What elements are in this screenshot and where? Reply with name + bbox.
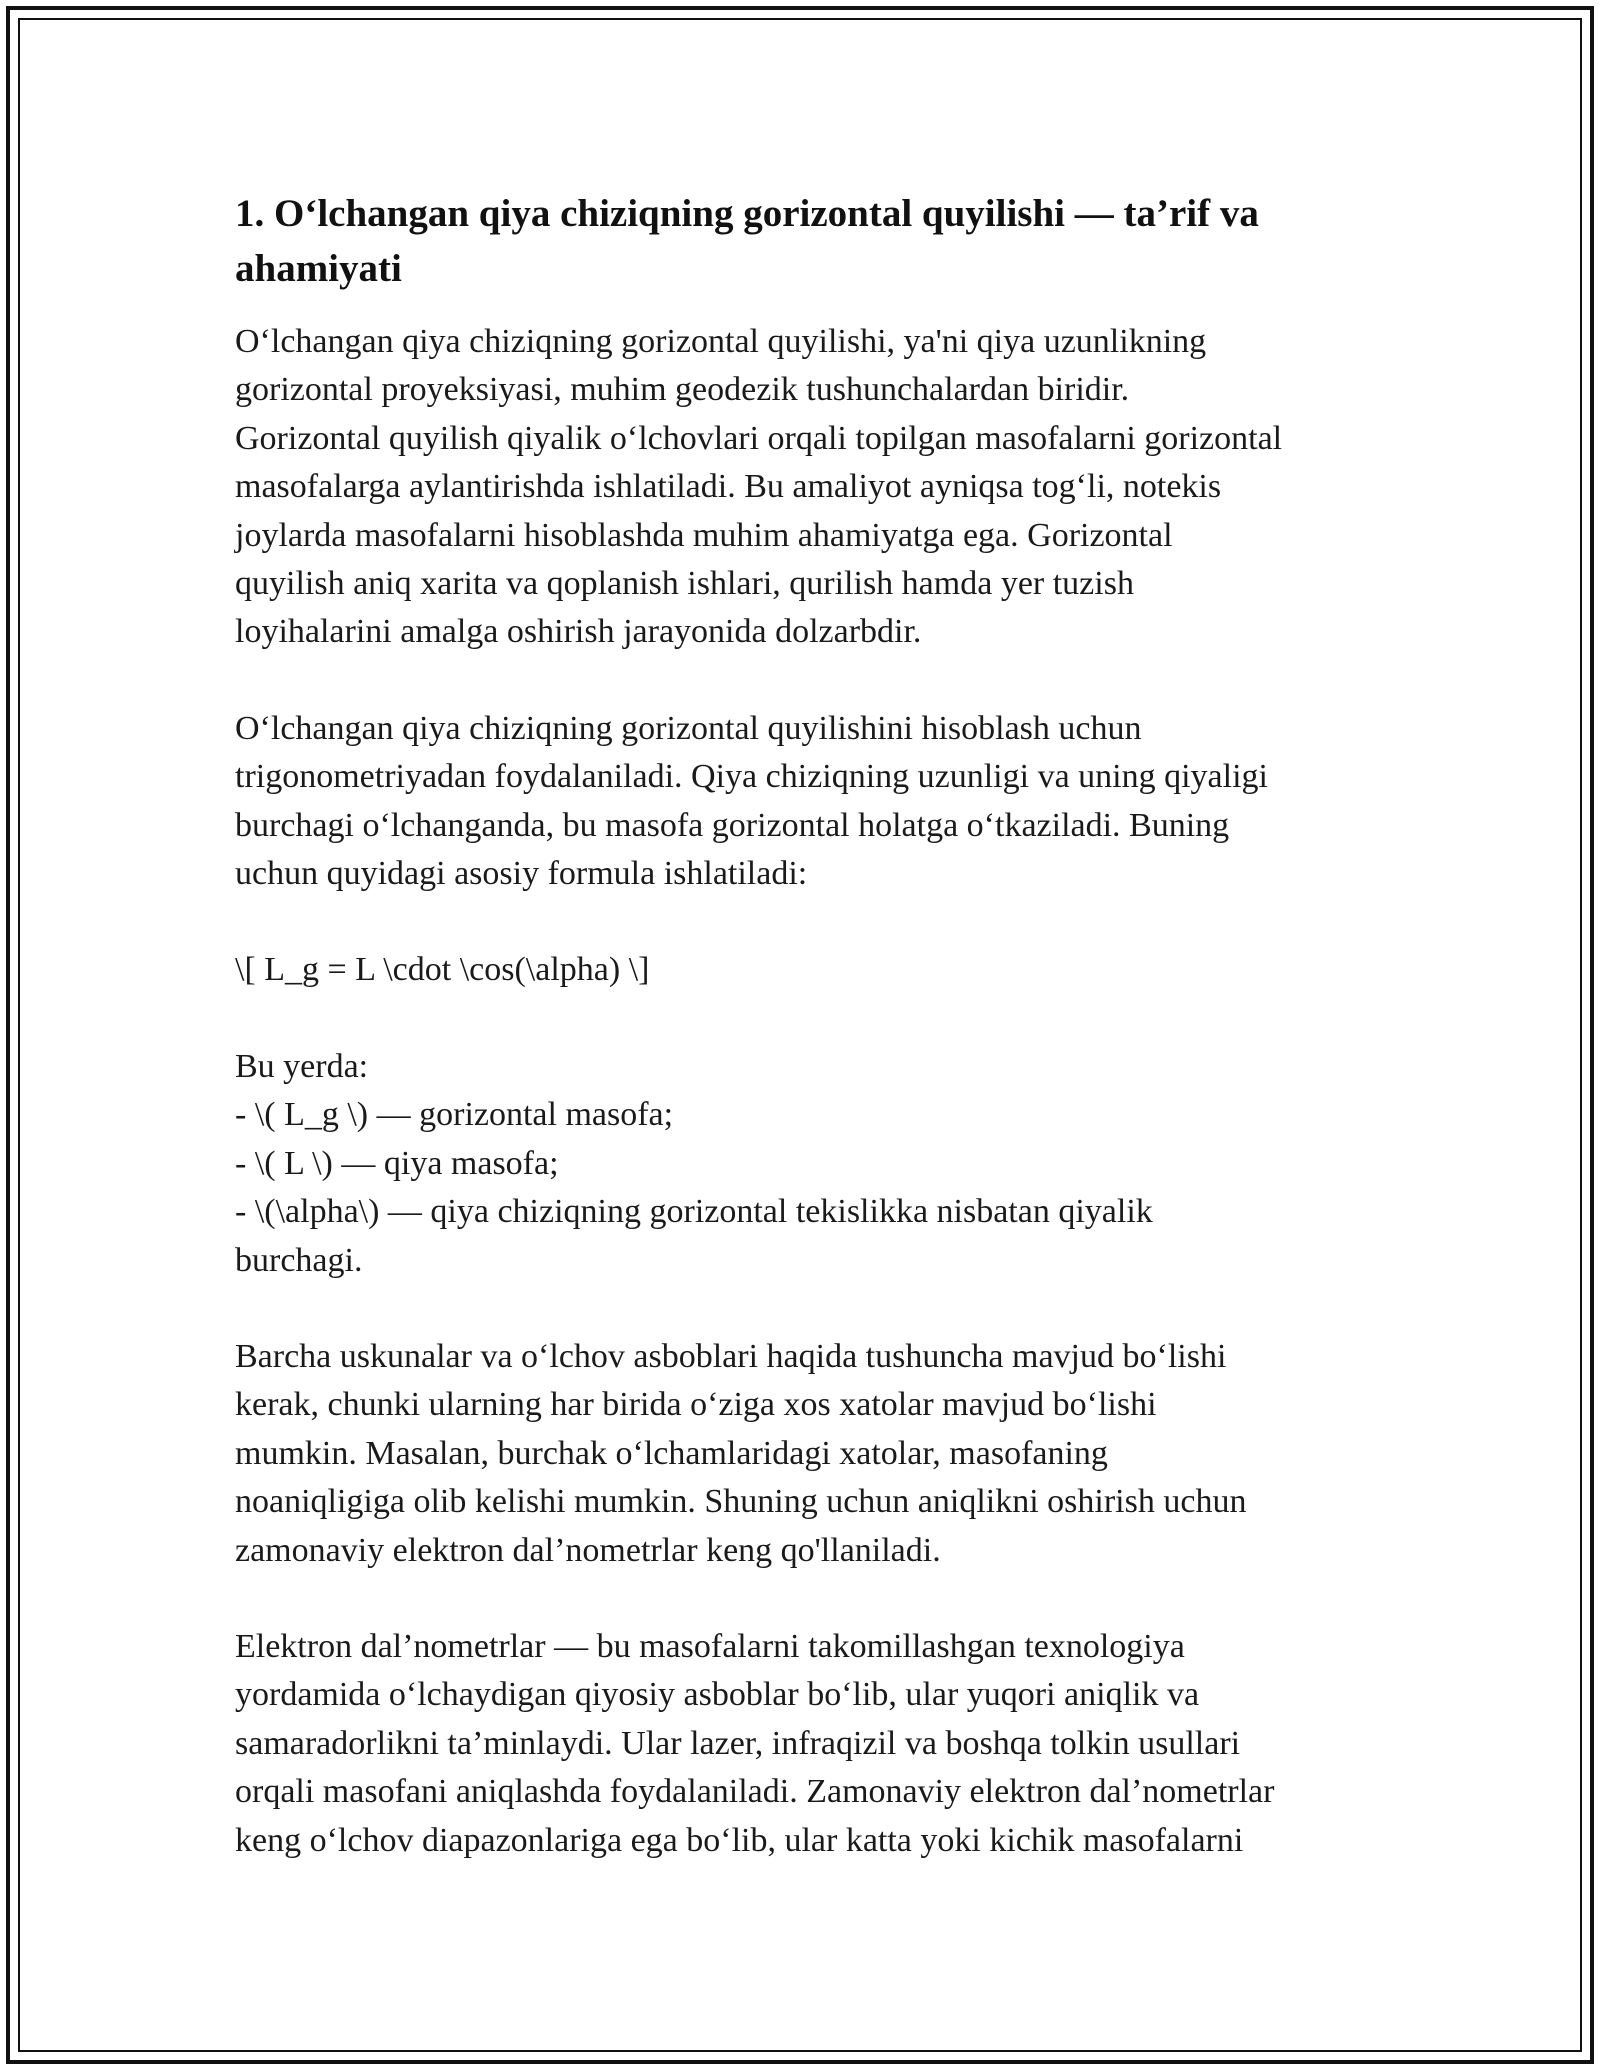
text-line: noaniqligiga olib kelishi mumkin. Shuning uchun aniqlikni oshirish uchun xyxy=(235,1483,1247,1521)
text-line: kerak, chunki ularning har birida o‘ziga xos xatolar mavjud bo‘lishi xyxy=(235,1386,1157,1424)
text-line: Barcha uskunalar va o‘lchov asboblari haqida tushuncha mavjud bo‘lishi xyxy=(235,1337,1227,1375)
text-line: yordamida o‘lchaydigan qiyosiy asboblar bo‘lib, ular yuqori aniqlik va xyxy=(235,1676,1200,1714)
legend-line: Bu yerda: xyxy=(235,1047,369,1085)
text-line: loyihalarini amalga oshirish jarayonida dolzarbdir. xyxy=(235,613,922,651)
text-line: uchun quyidagi asosiy formula ishlatiladi: xyxy=(235,855,808,893)
paragraph-rangefinders xyxy=(235,1623,1375,1865)
formula-line: \[ L_g = L \cdot \cos(\alpha) \] xyxy=(235,951,650,989)
text-line: samaradorlikni ta’minlaydi. Ular lazer, infraqizil va boshqa tolkin usullari xyxy=(235,1724,1241,1762)
heading-line: ahamiyati xyxy=(235,247,402,290)
legend-line: - \( L_g \) — gorizontal masofa; xyxy=(235,1096,674,1134)
paragraph-calculation xyxy=(235,705,1375,899)
legend-line: burchagi. xyxy=(235,1241,363,1279)
paragraph-errors xyxy=(235,1333,1375,1575)
text-line: mumkin. Masalan, burchak o‘lchamlaridagi xatolar, masofaning xyxy=(235,1434,1108,1472)
text-line: orqali masofani aniqlashda foydalaniladi. Zamonaviy elektron dal’nometrlar xyxy=(235,1773,1275,1811)
heading-line: 1. O‘lchangan qiya chiziqning gorizontal quyilishi — ta’rif va xyxy=(235,192,1259,235)
text-line: Elektron dal’nometrlar — bu masofalarni takomillashgan texnologiya xyxy=(235,1627,1185,1665)
text-line: Gorizontal quyilish qiyalik o‘lchovlari orqali topilgan masofalarni gorizontal xyxy=(235,419,1283,457)
paragraph-definition xyxy=(235,318,1375,657)
text-line: gorizontal proyeksiyasi, muhim geodezik tushunchalardan biridir. xyxy=(235,371,1130,409)
section-heading xyxy=(235,186,1375,296)
text-line: O‘lchangan qiya chiziqning gorizontal quyilishi, ya'ni qiya uzunlikning xyxy=(235,323,1207,360)
formula-legend xyxy=(235,1043,1375,1285)
document-body xyxy=(235,186,1375,1913)
text-line: O‘lchangan qiya chiziqning gorizontal quyilishini hisoblash uchun xyxy=(235,709,1142,747)
text-line: keng o‘lchov diapazonlariga ega bo‘lib, ular katta yoki kichik masofalarni xyxy=(235,1821,1244,1859)
text-line: joylarda masofalarni hisoblashda muhim ahamiyatga ega. Gorizontal xyxy=(235,516,1173,554)
text-line: burchagi o‘lchanganda, bu masofa gorizontal holatga o‘tkaziladi. Buning xyxy=(235,806,1230,844)
text-line: zamonaviy elektron dal’nometrlar keng qo'llaniladi. xyxy=(235,1531,941,1569)
legend-line: - \( L \) — qiya masofa; xyxy=(235,1144,559,1182)
legend-line: - \(\alpha\) — qiya chiziqning gorizontal tekislikka nisbatan qiyalik xyxy=(235,1193,1153,1231)
text-line: quyilish aniq xarita va qoplanish ishlari, qurilish hamda yer tuzish xyxy=(235,565,1134,603)
text-line: trigonometriyadan foydalaniladi. Qiya chiziqning uzunligi va uning qiyaligi xyxy=(235,758,1268,796)
text-line: masofalarga aylantirishda ishlatiladi. Bu amaliyot ayniqsa tog‘li, notekis xyxy=(235,468,1222,506)
